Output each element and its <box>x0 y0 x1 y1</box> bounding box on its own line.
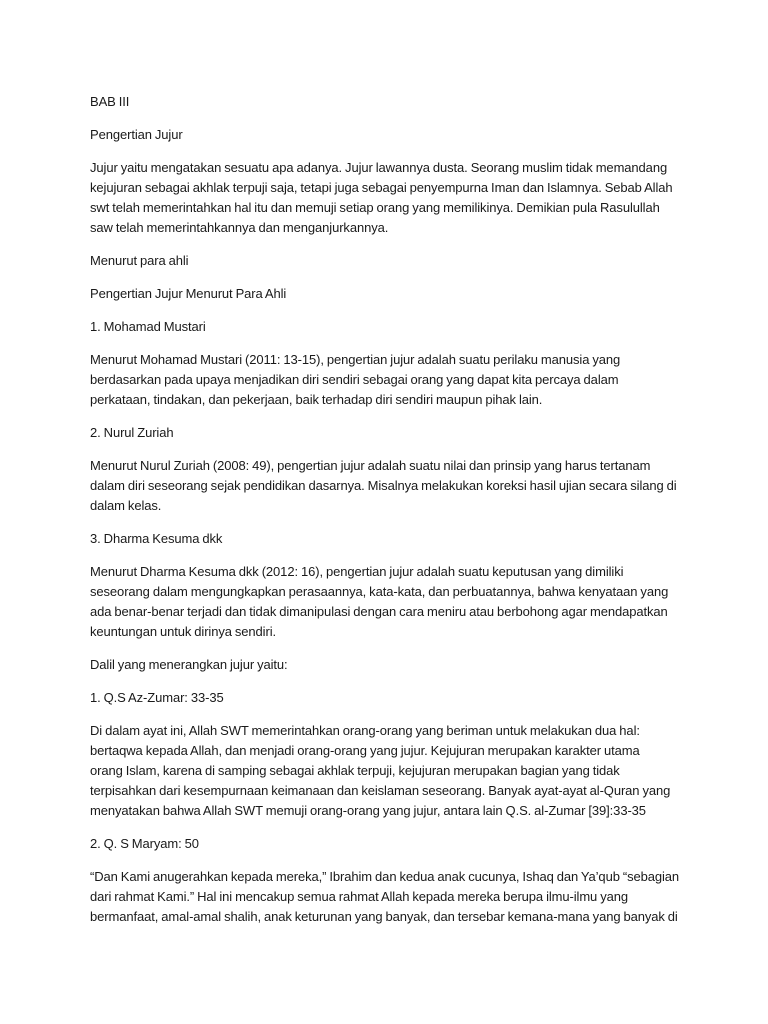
paragraph-line: Jujur yaitu mengatakan sesuatu apa adanya. Jujur lawannya dusta. Seorang muslim tidak memandang <box>90 160 668 175</box>
expert-heading: 2. Nurul Zuriah <box>90 425 174 440</box>
paragraph-line: perkataan, tindakan, dan pekerjaan, baik terhadap diri sendiri maupun pihak lain. <box>90 392 543 407</box>
paragraph-line: “Dan Kami anugerahkan kepada mereka,” Ibrahim dan kedua anak cucunya, Ishaq dan Ya’qub “sebagian <box>90 869 680 884</box>
dalil-item-heading: 1. Q.S Az-Zumar: 33-35 <box>90 690 224 705</box>
paragraph-line: ada benar-benar terjadi dan tidak dimanipulasi dengan cara meniru atau berbohong agar mendapatkan <box>90 604 668 619</box>
paragraph-line: menyatakan bahwa Allah SWT memuji orang-orang yang jujur, antara lain Q.S. al-Zumar [39]:33-35 <box>90 803 646 818</box>
paragraph-line: orang Islam, karena di samping sebagai akhlak terpuji, kejujuran merupakan bagian yang tidak <box>90 763 620 778</box>
paragraph-line: Menurut Mohamad Mustari (2011: 13-15), pengertian jujur adalah suatu perilaku manusia yang <box>90 352 621 367</box>
expert-paragraph <box>90 456 690 516</box>
paragraph-line: dari rahmat Kami.” Hal ini mencakup semua rahmat Allah kepada mereka berupa ilmu-ilmu yang <box>90 889 628 904</box>
expert-heading: 3. Dharma Kesuma dkk <box>90 531 223 546</box>
menurut-para-ahli-label: Menurut para ahli <box>90 253 189 268</box>
paragraph-line: saw telah memerintahkannya dan menganjurkannya. <box>90 220 389 235</box>
intro-paragraph <box>90 158 690 238</box>
expert-paragraph <box>90 562 690 642</box>
paragraph-line: kejujuran sebagai akhlak terpuji saja, tetapi juga sebagai penyempurna Iman dan Islamnya. Sebab Allah <box>90 180 673 195</box>
paragraph-line: keuntungan untuk dirinya sendiri. <box>90 624 276 639</box>
paragraph-line: swt telah memerintahkan hal itu dan memuji setiap orang yang memilikinya. Demikian pula Rasulullah <box>90 200 660 215</box>
dalil-paragraph <box>90 867 690 927</box>
section-title: Pengertian Jujur <box>90 127 183 142</box>
document-body <box>90 92 690 940</box>
paragraph-line: Di dalam ayat ini, Allah SWT memerintahkan orang-orang yang beriman untuk melakukan dua hal: <box>90 723 640 738</box>
dalil-paragraph <box>90 721 690 821</box>
dalil-item-heading: 2. Q. S Maryam: 50 <box>90 836 199 851</box>
paragraph-line: terpisahkan dari kesempurnaan keimanaan dan keislaman seseorang. Banyak ayat-ayat al-Quran yang <box>90 783 671 798</box>
paragraph-line: Menurut Nurul Zuriah (2008: 49), pengertian jujur adalah suatu nilai dan prinsip yang harus tertanam <box>90 458 651 473</box>
chapter-heading: BAB III <box>90 94 130 109</box>
paragraph-line: berdasarkan pada upaya menjadikan diri sendiri sebagai orang yang dapat kita percaya dalam <box>90 372 619 387</box>
expert-heading: 1. Mohamad Mustari <box>90 319 206 334</box>
experts-heading: Pengertian Jujur Menurut Para Ahli <box>90 286 287 301</box>
paragraph-line: seseorang dalam mengungkapkan perasaannya, kata-kata, dan perbuatannya, bahwa kenyataan yang <box>90 584 669 599</box>
paragraph-line: Menurut Dharma Kesuma dkk (2012: 16), pengertian jujur adalah suatu keputusan yang dimiliki <box>90 564 624 579</box>
paragraph-line: bermanfaat, amal-amal shalih, anak keturunan yang banyak, dan tersebar kemana-mana yang banyak di <box>90 909 678 924</box>
expert-paragraph <box>90 350 690 410</box>
dalil-heading: Dalil yang menerangkan jujur yaitu: <box>90 657 288 672</box>
paragraph-line: dalam kelas. <box>90 498 162 513</box>
paragraph-line: bertaqwa kepada Allah, dan menjadi orang-orang yang jujur. Kejujuran merupakan karakter utama <box>90 743 640 758</box>
paragraph-line: dalam diri seseorang sejak pendidikan dasarnya. Misalnya melakukan koreksi hasil ujian secara silang di <box>90 478 677 493</box>
